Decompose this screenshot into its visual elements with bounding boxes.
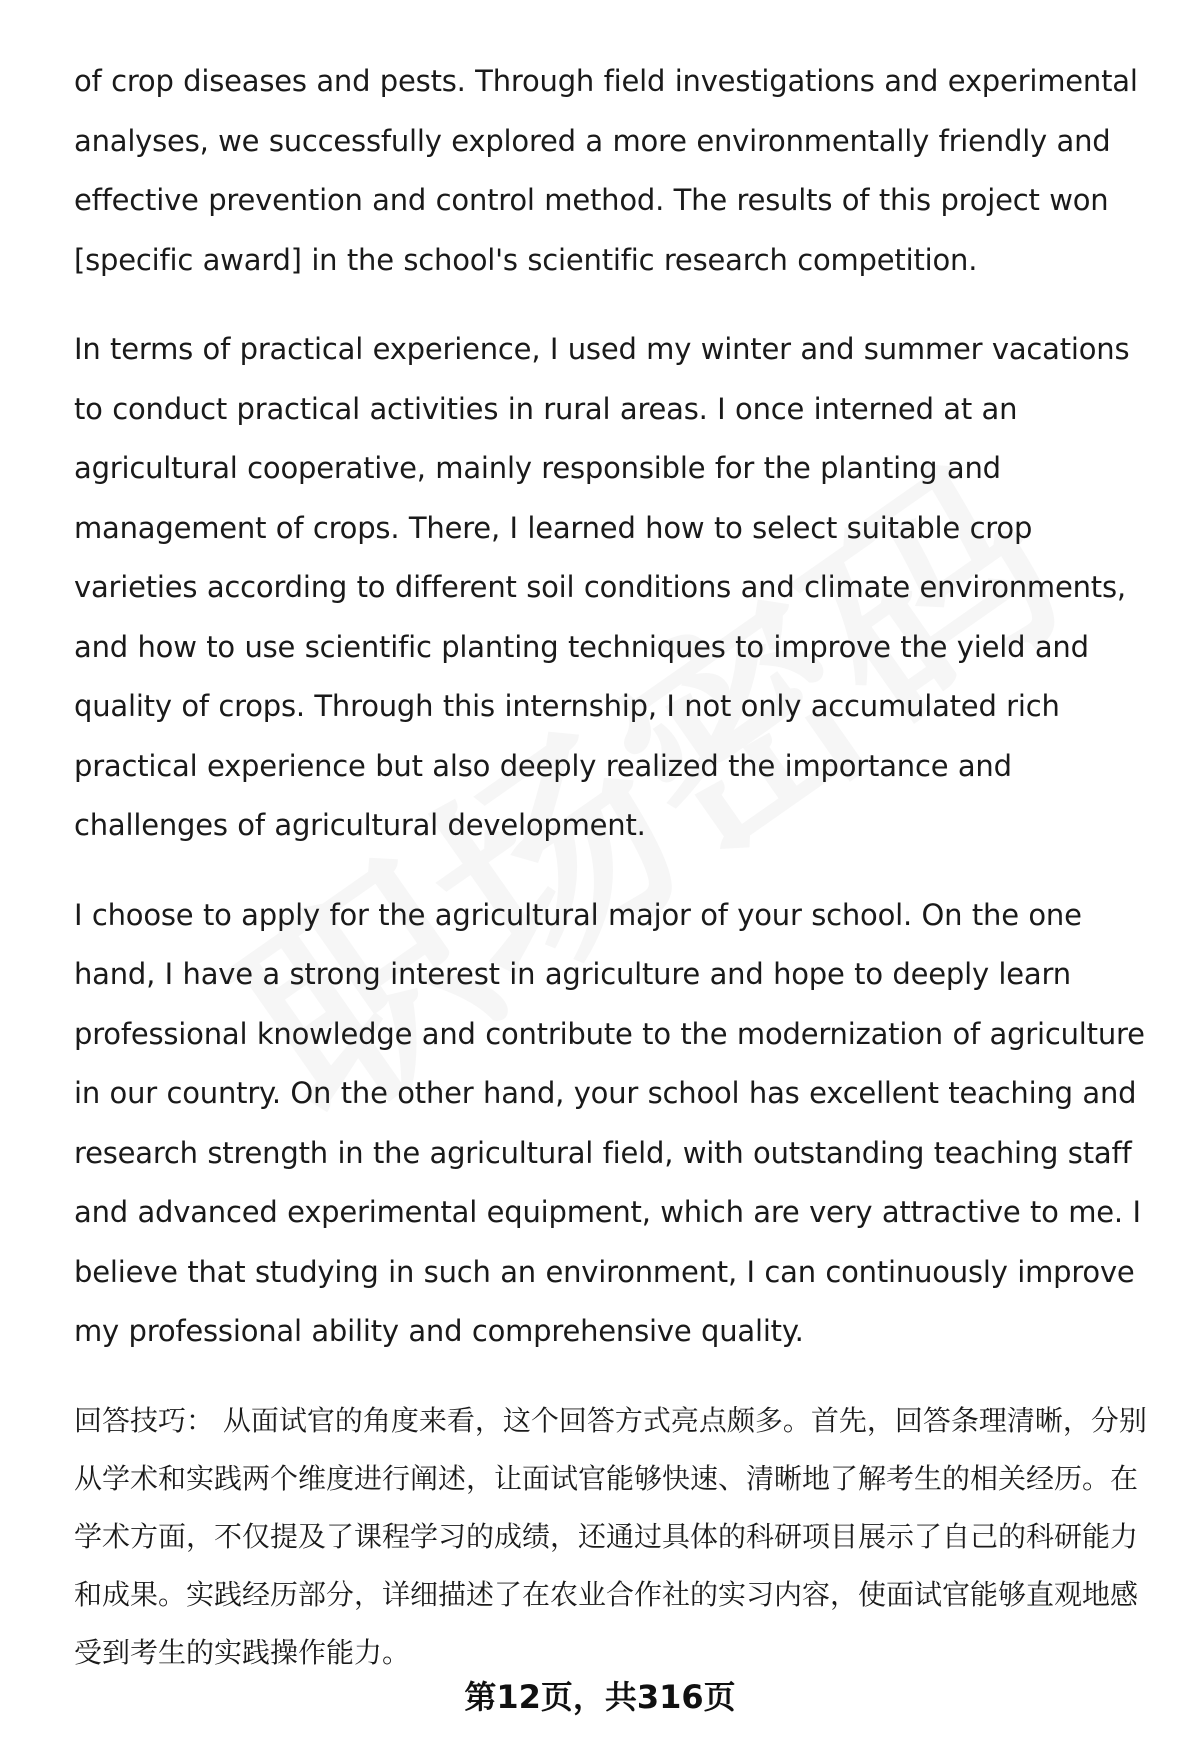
paragraph-research-results: of crop diseases and pests. Through field investigations and experimental analyses, we successfully explored a more environmentally friendly and effective prevention and control method. The results of this project won [specific award] in the school's scientific research competition.	[74, 64, 1138, 277]
document-body	[74, 52, 1154, 1682]
paragraph-practical-experience: In terms of practical experience, I used my winter and summer vacations to conduct practical activities in rural areas. I once interned at an agricultural cooperative, mainly responsible for the planting and management of crops. There, I learned how to select suitable crop varieties according to different soil conditions and climate environments, and how to use scientific planting techniques to improve the yield and quality of crops. Through this internship, I not only accumulated rich practical experience but also deeply realized the importance and challenges of agricultural development.	[74, 332, 1130, 842]
answer-tips: 回答技巧： 从面试官的角度来看，这个回答方式亮点颇多。首先，回答条理清晰，分别从学术和实践两个维度进行阐述，让面试官能够快速、清晰地了解考生的相关经历。在学术方面，不仅提及了课程学习的成绩，还通过具体的科研项目展示了自己的科研能力和成果。实践经历部分，详细描述了在农业合作社的实习内容，使面试官能够直观地感受到考生的实践操作能力。	[74, 1403, 1147, 1669]
paragraph-application-reason: I choose to apply for the agricultural major of your school. On the one hand, I have a strong interest in agriculture and hope to deeply learn professional knowledge and contribute to the modernization of agriculture in our country. On the other hand, your school has excellent teaching and research strength in the agricultural field, with outstanding teaching staff and advanced experimental equipment, which are very attractive to me. I believe that studying in such an environment, I can continuously improve my professional ability and comprehensive quality.	[74, 897, 1145, 1348]
page-number: 第12页，共316页	[464, 1678, 736, 1716]
